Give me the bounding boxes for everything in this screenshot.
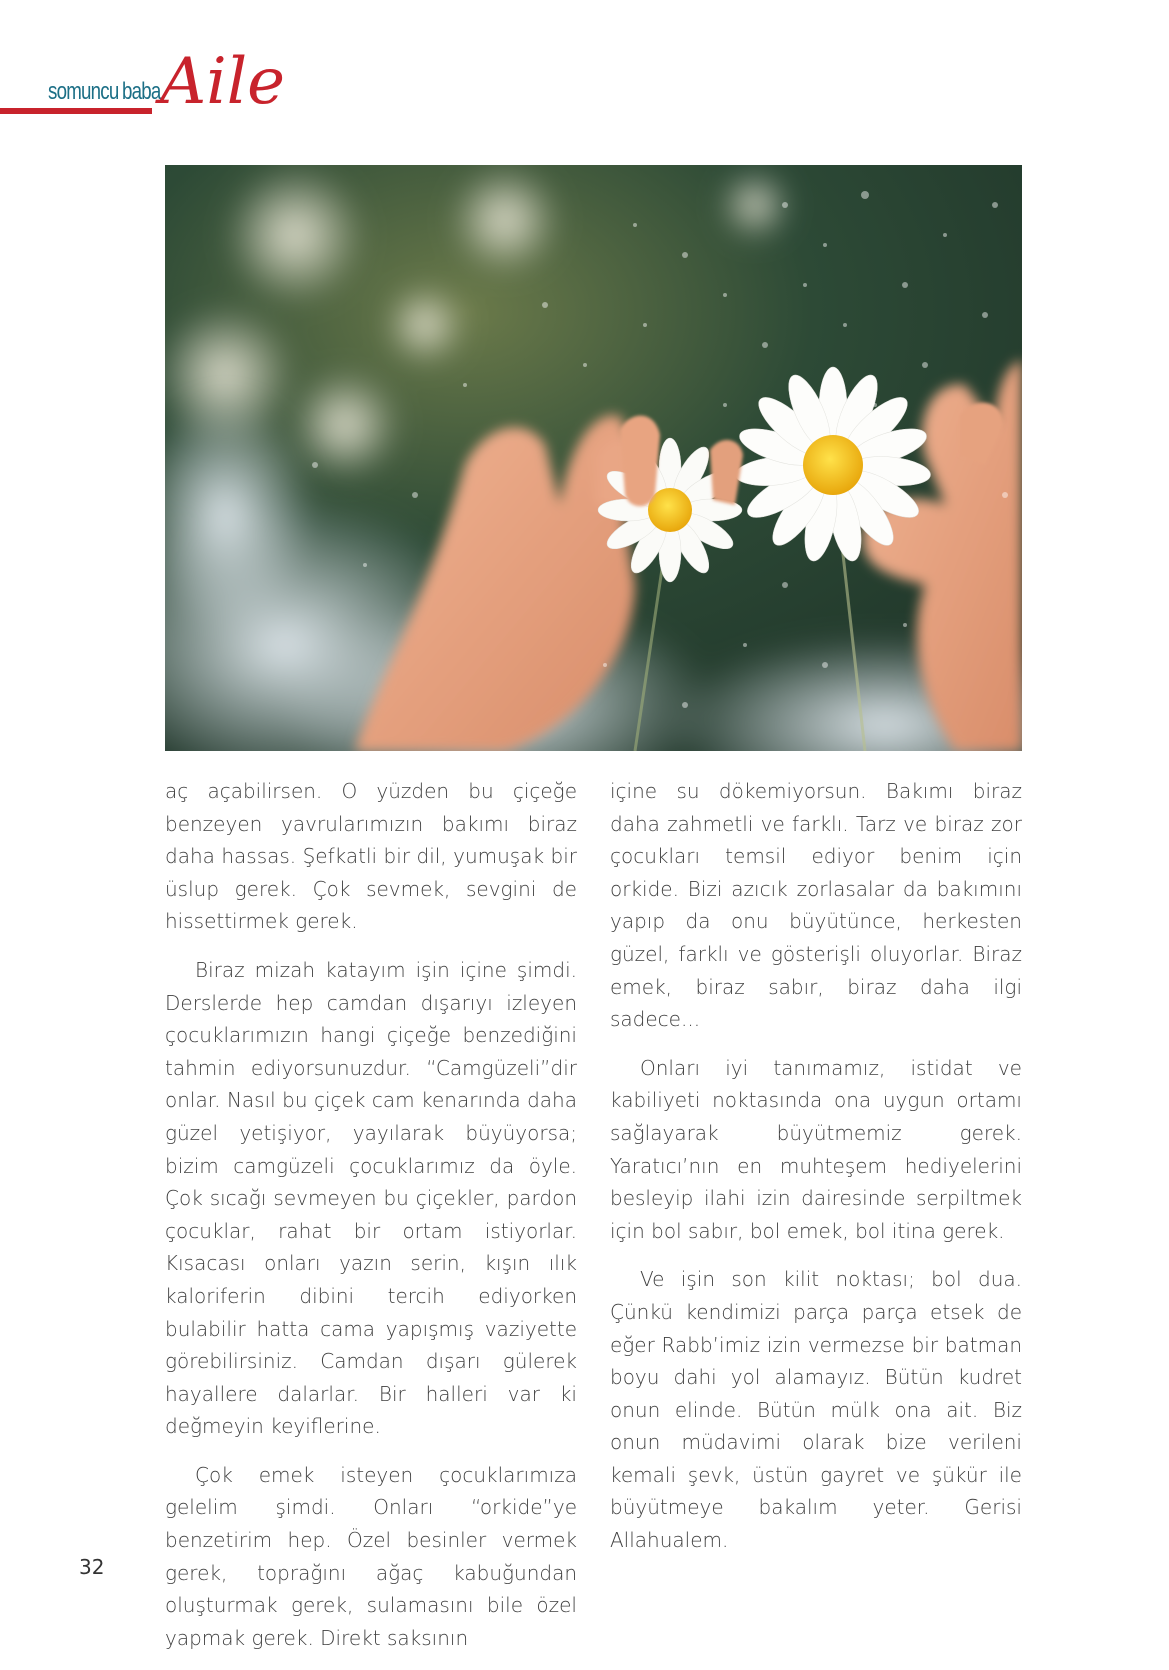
article-photo <box>165 165 1022 751</box>
paragraph: Çok emek isteyen çocuklarımıza gelelim şimdi. Onları “orkide”ye benzetirim hep. Özel besinler vermek gerek, toprağını ağaç kabuğundan oluşturmak gerek, sulamasını bile özel yapmak gerek. Direkt saksının <box>165 1462 577 1650</box>
paragraph: Ve işin son kilit noktası; bol dua. Çünkü kendimizi parça parça etsek de eğer Rabb’imiz izin vermezse bir batman boyu dahi yol alamayız. Bütün kudret onun elinde. Bütün mülk ona ait. Biz onun müdavimi olarak bize verileni kemali şevk, üstün gayret ve şükür ile büyütmeye bakalım yeter. Gerisi Allahualem. <box>610 1267 1022 1553</box>
article-column-left <box>165 775 577 1670</box>
article-column-right <box>610 775 1022 1573</box>
logo-text-baba: baba <box>122 78 161 105</box>
logo-red-bar <box>0 108 152 114</box>
paragraph: içine su dökemiyorsun. Bakımı biraz daha zahmetli ve farklı. Tarz ve biraz zor çocukları temsil ediyor benim için orkide. Bizi azıcık zorlasalar da bakımını yapıp da onu büyütünce, herkesten güzel, farklı ve gösterişli oluyorlar. Biraz emek, biraz sabır, biraz daha ilgi sadece... <box>610 779 1022 1032</box>
logo-text-somuncu: somuncu <box>48 78 119 105</box>
page-number: 32 <box>79 1555 105 1579</box>
paragraph: Onları iyi tanımamız, istidat ve kabiliyeti noktasında ona uygun ortamı sağlayarak büyütmemiz gerek. Yaratıcı’nın en muhteşem hediyelerini besleyip ilahi izin dairesinde serpiltmek için bol sabır, bol emek, bol itina gerek. <box>610 1055 1022 1243</box>
paragraph: Biraz mizah katayım işin içine şimdi. Derslerde hep camdan dışarıyı izleyen çocuklarımızın hangi çiçeğe benzediğini tahmin ediyorsunuzdur. “Camgüzeli”dir onlar. Nasıl bu çiçek cam kenarında daha güzel yetişiyor, yayılarak büyüyorsa; bizim camgüzeli çocuklarımız da öyle. Çok sıcağı sevmeyen bu çiçekler, pardon çocuklar, rahat bir ortam istiyorlar. Kısacası onları yazın serin, kışın ılık kaloriferin dibini tercih ediyorken bulabilir hatta cama yapışmış vaziyette görebilirsiniz. Camdan dışarı gülerek hayallere dalarlar. Bir halleri var ki değmeyin keyiflerine. <box>165 957 577 1439</box>
paragraph: aç açabilirsen. O yüzden bu çiçeğe benzeyen yavrularımızın bakımı biraz daha hassas. Şefkatli bir dil, yumuşak bir üslup gerek. Çok sevmek, sevgini de hissettirmek gerek. <box>165 779 577 934</box>
logo-text-aile: Aile <box>160 45 286 119</box>
